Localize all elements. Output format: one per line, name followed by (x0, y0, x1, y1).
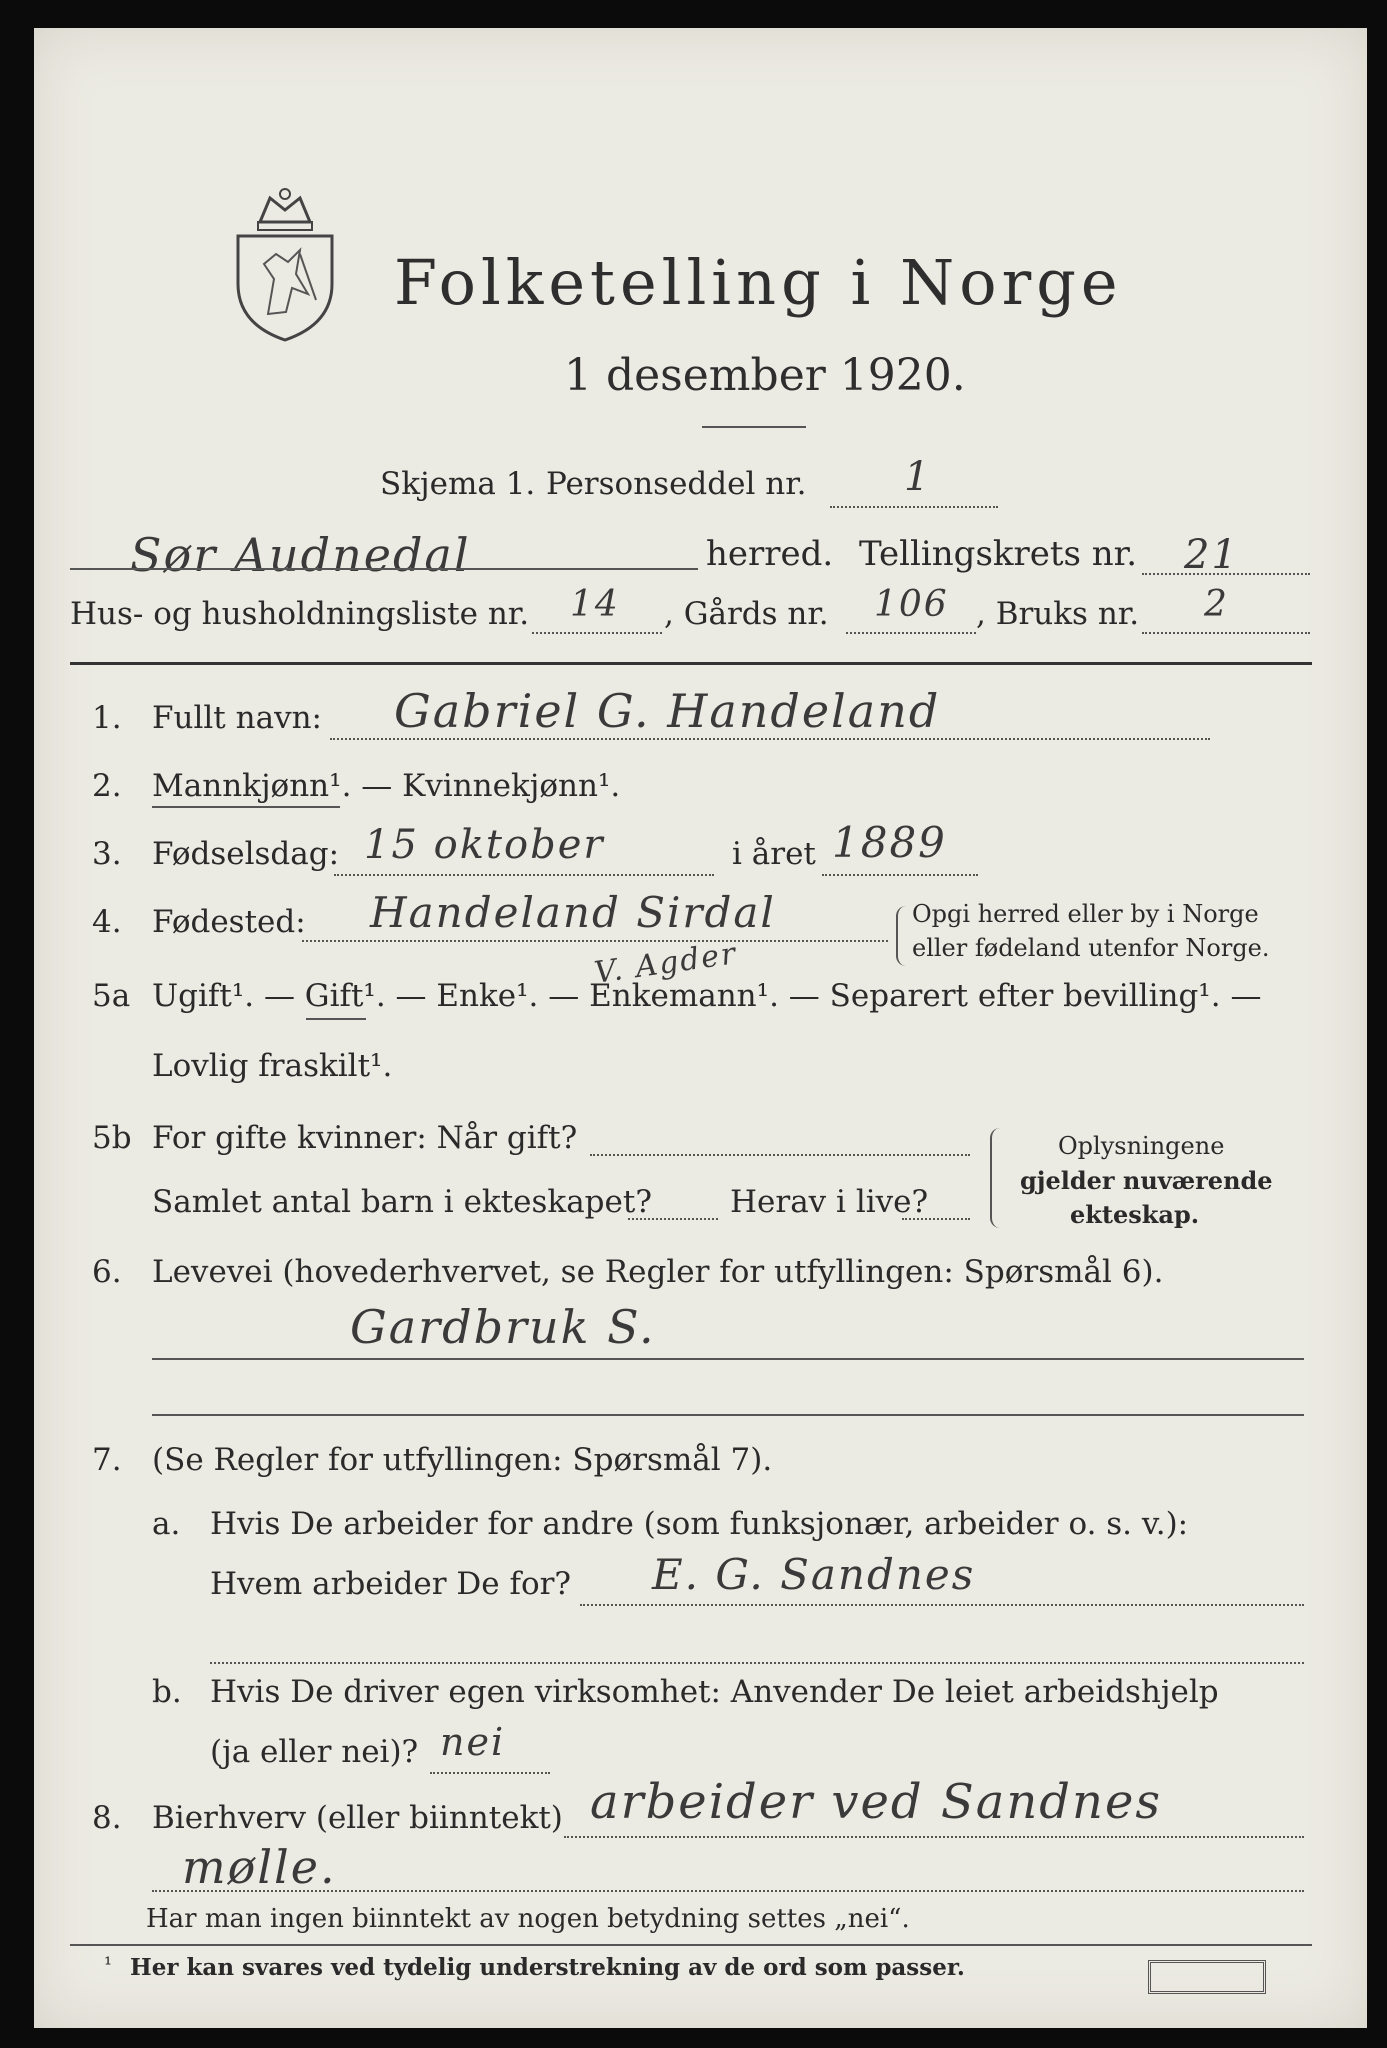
q5a-label-2: Lovlig fraskilt¹. (152, 1048, 393, 1084)
hus-value: 14 (570, 584, 620, 625)
q7b-field-line (430, 1772, 550, 1774)
printer-stamp (1148, 1960, 1266, 1994)
q7a-value: E. G. Sandnes (652, 1550, 976, 1599)
q5b-note-brace (990, 1128, 1000, 1228)
q7-number: 7. (92, 1442, 122, 1478)
q6-field-line-2 (152, 1414, 1304, 1416)
q4-extra-annotation: V. Agder (592, 936, 740, 991)
q5b-label: For gifte kvinner: Når gift? (152, 1120, 578, 1156)
q8-value: arbeider ved Sandnes (590, 1774, 1162, 1830)
q3-label: Fødselsdag: (152, 836, 340, 872)
tellingskrets-label: Tellingskrets nr. (859, 534, 1138, 574)
q7a-field-line-2 (210, 1662, 1304, 1664)
hus-field-line (532, 632, 662, 634)
q7a-label: Hvis De arbeider for andre (som funksjonær, arbeider o. s. v.): (210, 1506, 1189, 1542)
q5b-note-line-2: gjelder nuværende (1020, 1166, 1273, 1195)
q8-note: Har man ingen biinntekt av nogen betydning settes „nei“. (146, 1904, 910, 1934)
q5b-barn-field-line (628, 1218, 718, 1220)
q6-value: Gardbruk S. (350, 1300, 656, 1354)
footer-separator (70, 1944, 1312, 1946)
form-title: Folketelling i Norge (394, 246, 1123, 319)
q3-value: 15 oktober (364, 822, 605, 868)
q7a-field-line (580, 1604, 1304, 1606)
q5b-label-3: Herav i live? (730, 1184, 929, 1220)
q1-value: Gabriel G. Handeland (394, 684, 941, 738)
q4-note-line-1: Opgi herred eller by i Norge (912, 900, 1259, 928)
q5b-number: 5b (92, 1120, 132, 1156)
q2-label: Mannkjønn¹. — Kvinnekjønn¹. (152, 768, 621, 804)
herred-label: herred. (706, 534, 834, 574)
gards-field-line (846, 632, 976, 634)
footnote-mark: ¹ (104, 1952, 113, 1976)
q1-label: Fullt navn: (152, 700, 322, 736)
census-date: 1 desember 1920. (564, 350, 966, 401)
census-form-page (34, 28, 1367, 2028)
tellingskrets-value: 21 (1184, 532, 1239, 578)
q3-year-value: 1889 (832, 818, 947, 867)
q5b-gift-field-line (590, 1154, 970, 1156)
skjema-label: Skjema 1. (380, 466, 536, 502)
gards-label: , Gårds nr. (664, 596, 829, 632)
q5b-note-line-3: ekteskap. (1070, 1200, 1200, 1229)
q4-value: Handeland Sirdal (370, 888, 776, 937)
q3-number: 3. (92, 836, 122, 872)
herred-value: Sør Audnedal (130, 528, 471, 582)
q7b-label: Hvis De driver egen virksomhet: Anvender De leiet arbeidshjelp (210, 1674, 1219, 1710)
q8-number: 8. (92, 1800, 122, 1836)
q5a-underline-gift (306, 1018, 366, 1020)
personseddel-field-line (830, 506, 998, 508)
q3-field-line (334, 874, 714, 876)
q8-label: Bierhverv (eller biinntekt) (152, 1800, 563, 1836)
q6-label: Levevei (hovederhvervet, se Regler for utfyllingen: Spørsmål 6). (152, 1254, 1164, 1290)
q6-number: 6. (92, 1254, 122, 1290)
gards-value: 106 (874, 584, 949, 625)
herred-field-line (70, 568, 698, 570)
q7b-label-2: (ja eller nei)? (210, 1734, 419, 1770)
q8-field-line (564, 1836, 1304, 1838)
q2-number: 2. (92, 768, 122, 804)
q3-year-label: i året (732, 836, 816, 872)
q8-field-line-2 (152, 1890, 1304, 1892)
q4-note-line-2: eller fødeland utenfor Norge. (912, 934, 1270, 962)
personseddel-label: Personseddel nr. (546, 466, 807, 502)
norway-coat-of-arms-icon (230, 184, 340, 344)
q4-note-brace (896, 906, 906, 966)
q5b-label-2: Samlet antal barn i ekteskapet? (152, 1184, 652, 1220)
q5a-number: 5a (92, 978, 131, 1014)
q7a-label-2: Hvem arbeider De for? (210, 1566, 572, 1602)
bruks-value: 2 (1204, 584, 1229, 625)
q4-label: Fødested: (152, 904, 306, 940)
q8-value-2: mølle. (182, 1840, 337, 1894)
q7-label: (Se Regler for utfyllingen: Spørsmål 7). (152, 1442, 773, 1478)
title-divider (702, 426, 806, 428)
bruks-label: , Bruks nr. (976, 596, 1140, 632)
q3-year-field-line (822, 874, 978, 876)
q1-field-line (330, 738, 1210, 740)
q5b-ilive-field-line (902, 1218, 970, 1220)
q4-field-line (302, 940, 888, 942)
q2-underline-mannkjonn (152, 806, 340, 808)
footnote: Her kan svares ved tydelig understrekning av de ord som passer. (130, 1954, 965, 1981)
q4-number: 4. (92, 904, 122, 940)
q5a-label: Ugift¹. — Gift¹. — Enke¹. — Enkemann¹. — Separert efter bevilling¹. — (152, 978, 1262, 1014)
q7b-letter: b. (152, 1674, 182, 1710)
q7b-value: nei (440, 1720, 506, 1764)
q5b-note-line-1: Oplysningene (1058, 1132, 1225, 1160)
hus-label: Hus- og husholdningsliste nr. (70, 596, 530, 632)
q1-number: 1. (92, 700, 122, 736)
bruks-field-line (1142, 632, 1310, 634)
q6-field-line-1 (152, 1358, 1304, 1360)
header-separator (70, 662, 1312, 665)
personseddel-value: 1 (904, 454, 932, 500)
q7a-letter: a. (152, 1506, 181, 1542)
